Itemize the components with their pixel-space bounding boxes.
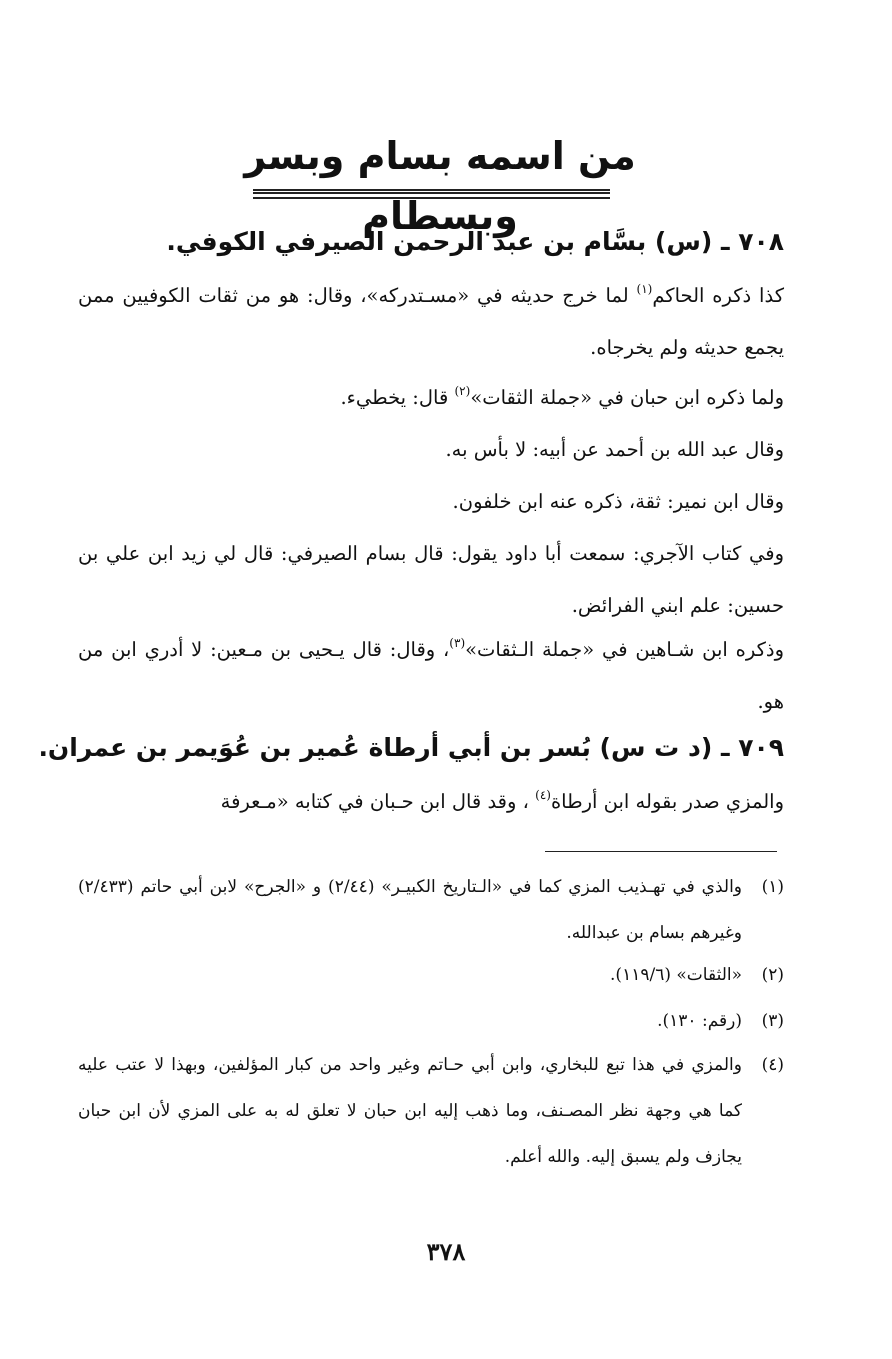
paragraph-ibn-numayr: وقال ابن نمير: ثقة، ذكره عنه ابن خلفون. — [452, 490, 784, 513]
footnote-4 — [78, 1042, 784, 1180]
paragraph-text: والمزي صدر بقوله ابن أرطاة — [550, 790, 784, 813]
paragraph-mizzi — [78, 776, 784, 828]
paragraph-text: ، وقد قال ابن حـبان في كتابه «مـعرفة — [220, 790, 536, 813]
title-underline — [253, 197, 610, 199]
footnote-2 — [78, 952, 784, 998]
entry-heading-708: ٧٠٨ ـ (س) بسَّام بن عبد الرحمن الصيرفي الكوفي. — [166, 227, 784, 256]
paragraph-text: ولما ذكره ابن حبان في «جملة الثقات» — [470, 386, 784, 409]
footnote-text: «الثقات» (١١٩/٦). — [610, 965, 742, 985]
footnote-number: (٢) — [761, 965, 784, 985]
footnote-text: والمزي في هذا تبع للبخاري، وابن أبي حـاتم وغير واحد من كبار المؤلفين، وبهذا لا عتب عليه كما هي وجهة نظر المصـنف، وما ذهب إليه ابن حبان لا تعلق له به على المزي لأن ابن حبان يجازف ولم يسبق إليه. والله أعلم. — [78, 1055, 742, 1167]
footnote-ref-2[interactable]: (٢) — [454, 384, 471, 398]
footnote-ref-3[interactable]: (٣) — [449, 636, 466, 650]
paragraph-text: لما خرج حديثه في «مسـتدركه»، وقال: هو من ثقات الكوفيين ممن يجمع حديثه ولم يخرجاه. — [78, 284, 784, 359]
footnote-ref-1[interactable]: (١) — [636, 282, 653, 296]
footnote-number: (٣) — [761, 1011, 784, 1031]
paragraph-abdullah: وقال عبد الله بن أحمد عن أبيه: لا بأس به. — [445, 438, 784, 461]
page-number: ٣٧٨ — [426, 1237, 466, 1266]
paragraph-text: ، وقال: قال يـحيى بن مـعين: لا أدري ابن من هو. — [78, 638, 784, 713]
paragraph-ibn-hibban — [78, 372, 784, 424]
entry-heading-709: ٧٠٩ ـ (د ت س) بُسر بن أبي أرطاة عُمير بن عُوَيمر بن عمران. — [38, 733, 784, 762]
footnote-text: والذي في تهـذيب المزي كما في «الـتاريخ الكبيـر» (٢/٤٤) و «الجرح» لابن أبي حاتم (٢/٤٣٣) وغيرهم بسام بن عبدالله. — [78, 877, 743, 943]
paragraph-ibn-shahin — [78, 624, 784, 728]
footnote-number: (٤) — [761, 1055, 784, 1075]
paragraph-text: كذا ذكره الحاكم — [652, 284, 784, 307]
paragraph-hakim — [78, 270, 784, 374]
footnote-text: (رقم: ١٣٠). — [657, 1011, 742, 1031]
chapter-title: من اسمه بسام وبسر وبسطام — [244, 134, 636, 238]
footnote-number: (١) — [761, 877, 784, 897]
title-underline-double — [253, 189, 610, 194]
paragraph-ajurri: وفي كتاب الآجري: سمعت أبا داود يقول: قال بسام الصيرفي: قال لي زيد ابن علي بن حسين: علم ابني الفرائض. — [78, 542, 784, 617]
paragraph-text: قال: يخطيء. — [340, 386, 455, 409]
footnote-3 — [78, 998, 784, 1044]
paragraph-text: وذكره ابن شـاهين في «جملة الـثقات» — [465, 638, 785, 661]
footnote-separator — [545, 851, 777, 852]
footnote-ref-4[interactable]: (٤) — [535, 788, 551, 802]
footnote-1 — [78, 864, 784, 956]
